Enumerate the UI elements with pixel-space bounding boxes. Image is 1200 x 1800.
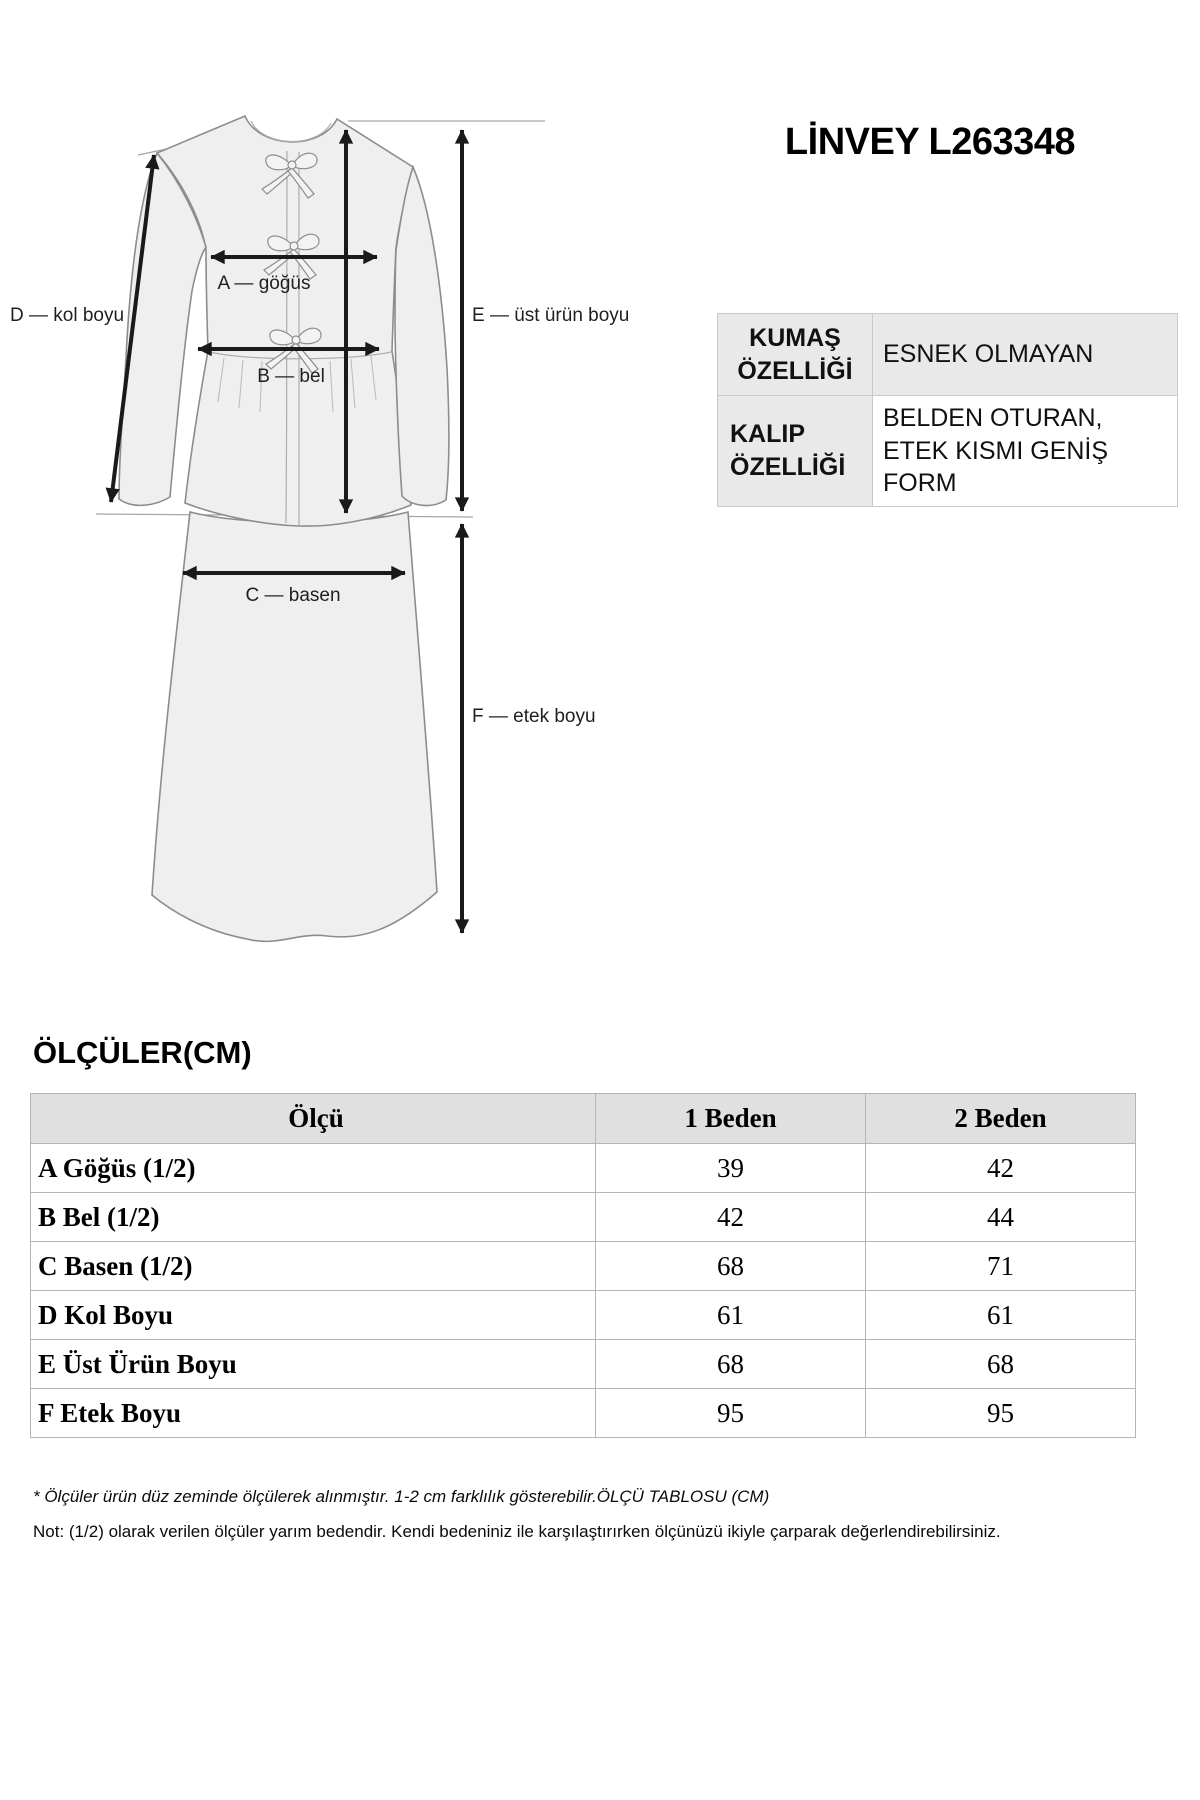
skirt-outline: [152, 512, 437, 941]
footnote-measurement-disclaimer: * Ölçüler ürün düz zeminde ölçülerek alınmıştır. 1-2 cm farklılık gösterebilir.ÖLÇÜ TABLOSU (CM): [33, 1487, 770, 1506]
measure-name: D Kol Boyu: [31, 1291, 596, 1340]
label-d-sleeve: D — kol boyu: [10, 305, 125, 326]
measure-name: C Basen (1/2): [31, 1242, 596, 1291]
table-row: [31, 1389, 1136, 1438]
column-header-measure: Ölçü: [31, 1094, 596, 1144]
measure-size2: 95: [866, 1389, 1136, 1438]
measure-size2: 68: [866, 1340, 1136, 1389]
label-f-skirt-length: F — etek boyu: [472, 706, 596, 727]
fabric-pattern-info-table: [717, 313, 1178, 507]
measure-size1: 95: [596, 1389, 866, 1438]
footnote-half-size-note: Not: (1/2) olarak verilen ölçüler yarım bedendir. Kendi bedeniniz ile karşılaştırırken ölçünüzü ikiyle çarparak değerlendirebilirsiniz.: [33, 1522, 1001, 1541]
table-header-row: [31, 1094, 1136, 1144]
table-row: [31, 1193, 1136, 1242]
footnotes: [33, 1487, 1001, 1542]
measure-size2: 61: [866, 1291, 1136, 1340]
measurements-heading: ÖLÇÜLER(CM): [33, 1035, 252, 1070]
measure-size1: 39: [596, 1144, 866, 1193]
measure-name: F Etek Boyu: [31, 1389, 596, 1438]
fabric-feature-label: KUMAŞ ÖZELLİĞİ: [718, 314, 873, 396]
measure-size2: 42: [866, 1144, 1136, 1193]
table-row: [31, 1340, 1136, 1389]
column-header-size1: 1 Beden: [596, 1094, 866, 1144]
measure-size1: 61: [596, 1291, 866, 1340]
measure-size1: 68: [596, 1242, 866, 1291]
measure-size1: 42: [596, 1193, 866, 1242]
measure-size2: 71: [866, 1242, 1136, 1291]
product-title: LİNVEY L263348: [784, 121, 1076, 163]
label-e-top-length: E — üst ürün boyu: [472, 305, 630, 326]
column-header-size2: 2 Beden: [866, 1094, 1136, 1144]
fabric-feature-value: ESNEK OLMAYAN: [873, 314, 1178, 396]
garment-measurement-diagram: [0, 85, 680, 955]
label-b-waist: B — bel: [257, 366, 325, 387]
table-row: [31, 1291, 1136, 1340]
right-sleeve-outline: [395, 167, 449, 506]
table-row: [31, 1144, 1136, 1193]
table-row: [718, 314, 1178, 396]
measure-name: B Bel (1/2): [31, 1193, 596, 1242]
label-a-chest: A — göğüs: [217, 273, 311, 294]
measure-size2: 44: [866, 1193, 1136, 1242]
measurements-table: [30, 1093, 1136, 1438]
measure-size1: 68: [596, 1340, 866, 1389]
measure-name: E Üst Ürün Boyu: [31, 1340, 596, 1389]
label-c-hip: C — basen: [245, 585, 341, 606]
table-row: [718, 396, 1178, 507]
pattern-feature-label: KALIP ÖZELLİĞİ: [718, 396, 873, 507]
measure-name: A Göğüs (1/2): [31, 1144, 596, 1193]
table-row: [31, 1242, 1136, 1291]
pattern-feature-value: BELDEN OTURAN, ETEK KISMI GENİŞ FORM: [873, 396, 1178, 507]
